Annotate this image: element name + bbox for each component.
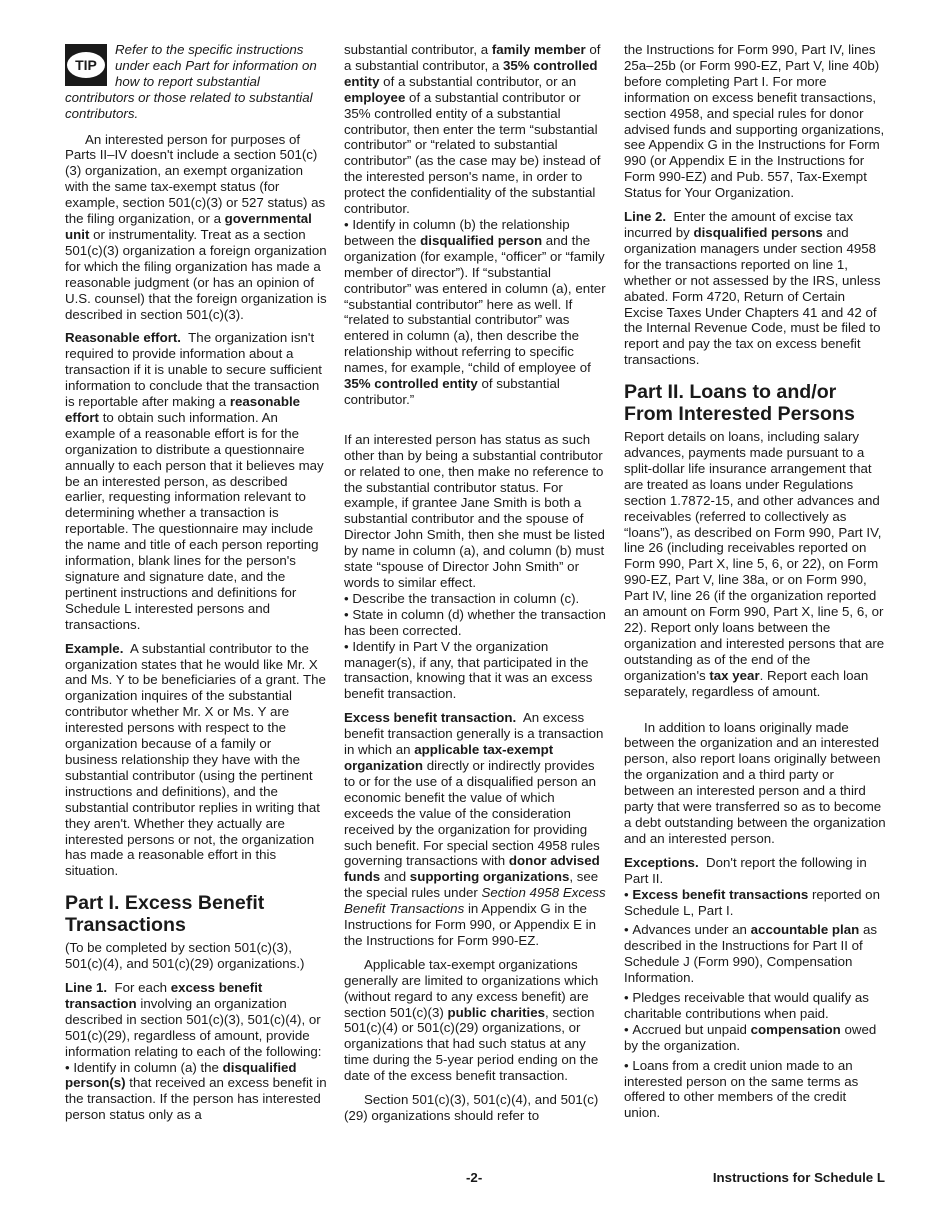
line2-paragraph: Line 2. Enter the amount of excise tax incurred by disqualified persons and organization managers under section 4958 for the transactions reported on line 1, whether or not assessed by the IRS, unless abated. Form 4720, Return of Certain Excise Taxes Under Chapters 41 and 42 of the Internal Revenue Code, must be filed to report and pay the tax on excess benefit transactions. bbox=[624, 209, 881, 368]
example-paragraph: Example. A substantial contributor to the organization states that he would like Mr. X and Ms. Y to be beneficiaries of a grant. The organization inquires of the substantial contributor whether Mr. X or Ms. Y are interested persons with respect to the organization because of a family or business relationship they have with the substantial contributor (using the pertinent instructions and definitions), and the substantial contributor replies in writing that they aren't. Whether they actually are interested persons or not, the organization has made a reasonable effort in this situation. bbox=[65, 640, 326, 879]
column-2 bbox=[344, 42, 606, 1132]
reasonable-effort-paragraph: Reasonable effort. The organization isn't required to provide information about a transaction if it is unable to secure sufficient information to conclude that the transaction is reportable after making a reasonable effort to obtain such information. An example of a reasonable effort is for the organization to distribute a questionnaire annually to each person that it believes may be an interested person, as described earlier, requesting information relevant to determining whether a transaction is reportable. The questionnaire may include the name and title of each person reporting information, blank lines for the person's signature and signature date, and the pertinent instructions and definitions for Schedule L interested persons and transactions. bbox=[65, 330, 324, 632]
line1-heading: Line 1. bbox=[65, 980, 108, 996]
exception-pledges: • Pledges receivable that would qualify as charitable contributions when paid. bbox=[624, 990, 869, 1021]
exceptions-heading: Exceptions. bbox=[624, 854, 699, 870]
status-paragraph: If an interested person has status as such other than by being a substantial contributor or related to one, then make no reference to the substantial contributor status. For example, if grantee Jane Smith is both a substantial contributor and the spouse of Director John Smith, then she must be listed by name in column (a), and column (b) must state “spouse of Director John Smith” or words to similar effect. bbox=[344, 431, 605, 590]
column-3 bbox=[624, 42, 886, 1121]
tip-icon-label: TIP bbox=[75, 57, 97, 73]
part2-title: Part II. Loans to and/or From Interested Persons bbox=[624, 381, 855, 425]
bullet-identify-disqualified: • Identify in column (a) the disqualified person(s) that received an excess benefit in the transaction. If the person has interested person status only as a bbox=[65, 1059, 327, 1123]
instructions-continuation: the Instructions for Form 990, Part IV, lines 25a–25b (or Form 990-EZ, Part V, line 40b) before completing Part I. For more information on excess benefit transactions, section 4958, and special rules for donor advised funds and supporting organizations, see Appendix G in the Instructions for Form 990 (or Appendix E in the Instructions for Form 990-EZ) and Pub. 557, Tax-Exempt Status for Your Organization. bbox=[624, 42, 885, 201]
excess-benefit-paragraph: Excess benefit transaction. An excess benefit transaction generally is a transaction in which an applicable tax-exempt organization directly or indirectly provides to or for the use of a disqualified person an economic benefit the value of which exceeds the value of the consideration received by the organization for providing such benefit. For special section 4958 rules governing transactions with donor advised funds and supporting organizations, see the special rules under Section 4958 Excess Benefit Transactions in Appendix G in the Instructions for Form 990, or Appendix E in the Instructions for Form 990-EZ. bbox=[344, 710, 606, 948]
tip-text: Refer to the specific instructions under each Part for information on how to report substantial contributors or those related to substantial contributors. bbox=[65, 42, 317, 121]
bullet-describe-transaction: • Describe the transaction in column (c). bbox=[344, 590, 580, 606]
footer-title: Instructions for Schedule L bbox=[712, 1170, 885, 1185]
tip-icon bbox=[65, 44, 107, 86]
substantial-contributor-continuation: substantial contributor, a family member of a substantial contributor, a 35% controlled entity of a substantial contributor, or an employee of a substantial contributor or 35% controlled entity of a substantial contributor, then enter the term “substantial contributor” or “related to substantial contributor” (as the case may be) instead of the interested person's name, in order to protect the confidentiality of the substantial contributor. bbox=[344, 42, 601, 217]
exception-compensation: • Accrued but unpaid compensation owed by the organization. bbox=[624, 1021, 877, 1053]
exception-credit-union: • Loans from a credit union made to an interested person on the same terms as offered to other members of the credit union. bbox=[624, 1057, 859, 1121]
bullet-state-corrected: • State in column (d) whether the transaction has been corrected. bbox=[344, 606, 606, 638]
tip-box bbox=[65, 42, 327, 122]
applicable-organizations-paragraph: Applicable tax-exempt organizations generally are limited to organizations which (without regard to any excess benefit) are section 501(c)(3) public charities, section 501(c)(4) or 501(c)(29) organizations, or organizations that had such status at any time during the 5-year period ending on the date of the excess benefit transaction. bbox=[344, 956, 599, 1084]
loans-report-paragraph: Report details on loans, including salary advances, payments made pursuant to a split-dollar life insurance arrangement that are treated as loans under Regulations section 1.7872-15, and other advances and receivables (referred to collectively as “loans”), as described on Form 990, Part IV, line 26 (including receivables reported on Form 990, Part X, line 5, 6, or 22), on Form 990-EZ, Part V, line 38a, or on Form 990, Part IV, line 26 (if the organization reported an amount on Form 990, Part X, line 5, 6, or 22). Report only loans between the organization and interested persons that are outstanding as of the end of the organization's tax year. Report each loan separately, regardless of amount. bbox=[624, 429, 885, 699]
line2-heading: Line 2. bbox=[624, 209, 667, 225]
bullet-identify-relationship: • Identify in column (b) the relationship between the disqualified person and the organization (for example, “officer” or “family member of director”). If “substantial contributor” was entered in column (a), enter “substantial contributor” here as well. If “related to substantial contributor” was entered in column (a), then describe the relationship without referring to specific names, for example, “child of employee of 35% controlled entity of substantial contributor.” bbox=[344, 216, 606, 407]
bullet-identify-managers: • Identify in Part V the organization manager(s), if any, that participated in the transaction, knowing that it was an excess benefit transaction. bbox=[344, 638, 593, 702]
example-heading: Example. bbox=[65, 640, 124, 656]
line1-paragraph: Line 1. For each excess benefit transaction involving an organization described in section 501(c)(3), 501(c)(4), or 501(c)(29), regardless of amount, provide information relating to each of the following: bbox=[65, 980, 322, 1059]
exceptions-paragraph: Exceptions. Don't report the following in Part II. bbox=[624, 854, 867, 886]
exception-excess-benefit: • Excess benefit transactions reported on Schedule L, Part I. bbox=[624, 886, 880, 918]
part1-note: (To be completed by section 501(c)(3), 501(c)(4), and 501(c)(29) organizations.) bbox=[65, 940, 305, 972]
page-number: -2- bbox=[466, 1170, 483, 1185]
reasonable-effort-heading: Reasonable effort. bbox=[65, 330, 182, 346]
exception-accountable-plan: • Advances under an accountable plan as described in the Instructions for Part II of Schedule J (Form 990), Compensation Information. bbox=[624, 922, 878, 986]
column-1 bbox=[65, 42, 327, 1123]
interested-person-paragraph: An interested person for purposes of Parts II–IV doesn't include a section 501(c)(3) organization, an exempt organization with the same tax-exempt status (for example, section 501(c)(3) or 527 status) as the filing organization, or a governmental unit or instrumentality. Treat as a section 501(c)(3) organization a foreign organization for which the filing organization has made a reasonable judgment (or has an opinion of U.S. counsel) that the foreign organization is described in section 501(c)(3). bbox=[65, 131, 327, 322]
sections-paragraph: Section 501(c)(3), 501(c)(4), and 501(c)(29) organizations should refer to bbox=[344, 1092, 599, 1123]
loans-addition-paragraph: In addition to loans originally made between the organization and an interested person, also report loans originally between the organization and a third party or between an interested person and a third party that were transferred so as to become a debt outstanding between the organization and an interested person. bbox=[624, 719, 886, 846]
excess-benefit-heading: Excess benefit transaction. bbox=[344, 710, 517, 726]
part1-title: Part I. Excess Benefit Transactions bbox=[65, 892, 265, 936]
